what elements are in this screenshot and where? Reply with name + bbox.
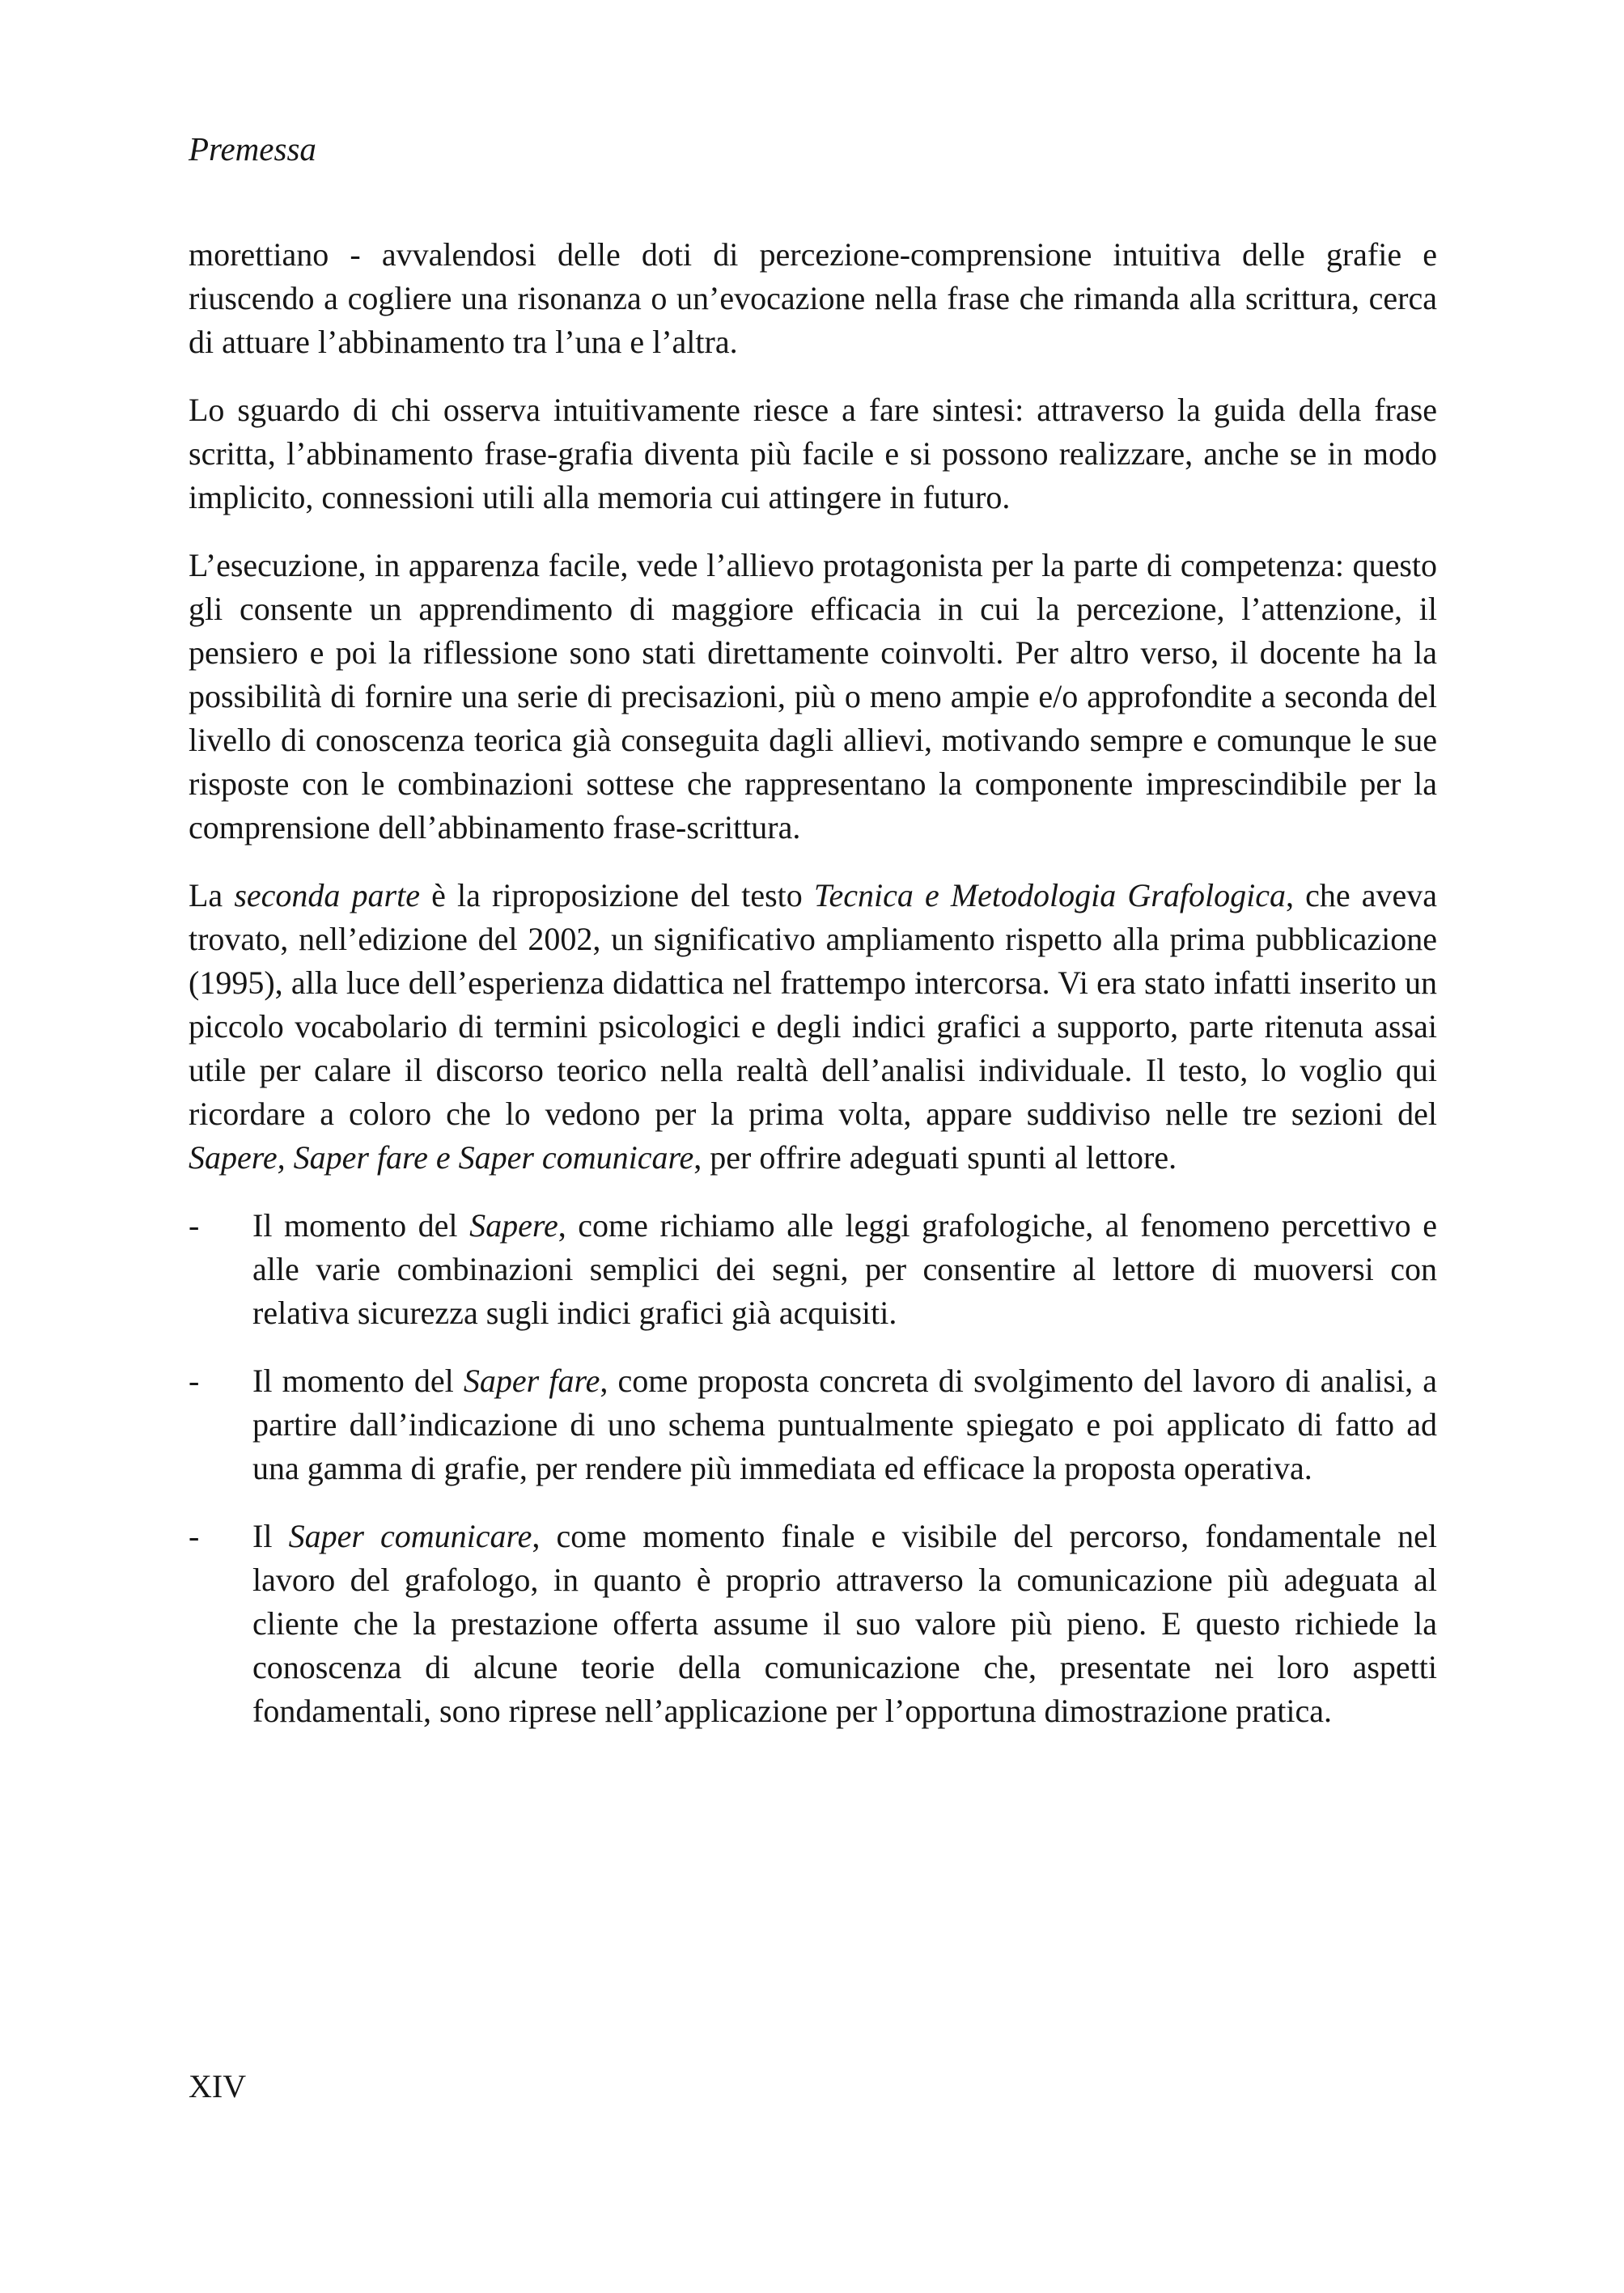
running-header: Premessa	[189, 130, 316, 167]
bullet-item	[189, 1204, 1437, 1335]
bullet-content	[252, 1359, 1437, 1490]
page-number: XIV	[189, 2068, 247, 2104]
paragraph	[189, 544, 1437, 850]
text-run: , come momento finale e visibile del percorso, fondamentale nel lavoro del grafologo, in quanto è proprio attraverso la comunicazione più adeguata al cliente che la prestazione offerta assume il suo valore più pieno. E questo richiede la conoscenza di alcune teorie della comunicazione che, presentate nei loro aspetti fondamentali, sono riprese nell’applicazione per l’opportuna dimostrazione pratica.	[252, 1518, 1438, 1729]
text-run: Il momento del	[252, 1207, 470, 1244]
text-run: L’esecuzione, in apparenza facile, vede l’allievo protagonista per la parte di competenza: questo gli consente un apprendimento di maggiore efficacia in cui la percezione, l’attenzione, il pensiero e poi la riflessione sono stati direttamente coinvolti. Per altro verso, il docente ha la possibilità di fornire una serie di precisazioni, più o meno ampie e/o approfondite a seconda del livello di conoscenza teorica già conseguita dagli allievi, motivando sempre e comunque le sue risposte con le combinazioni sottese che rappresentano la componente imprescindibile per la comprensione dell’abbinamento frase-scrittura.	[189, 547, 1437, 846]
italic-text-run: Saper fare	[463, 1363, 600, 1399]
italic-text-run: seconda parte	[234, 877, 420, 913]
text-run: La	[189, 877, 235, 913]
text-run: , come proposta concreta di svolgimento del lavoro di analisi, a partire dall’indicazione di uno schema puntualmente spiegato e poi applicato di fatto ad una gamma di grafie, per rendere più immediata ed efficace la proposta operativa.	[252, 1363, 1437, 1486]
text-run: Lo sguardo di chi osserva intuitivamente riesce a fare sintesi: attraverso la guida della frase scritta, l’abbinamento frase-grafia diventa più facile e si possono realizzare, anche se in modo implicito, connessioni utili alla memoria cui attingere in futuro.	[189, 392, 1437, 515]
italic-text-run: Sapere, Saper fare e Saper comunicare	[189, 1139, 694, 1176]
italic-text-run: Sapere	[469, 1207, 558, 1244]
text-run: , come richiamo alle leggi grafologiche, al fenomeno percettivo e alle varie combinazioni semplici dei segni, per consentire al lettore di muoversi con relativa sicurezza sugli indici grafici già acquisiti.	[252, 1207, 1437, 1331]
text-run: Il	[252, 1518, 289, 1554]
italic-text-run: Saper comunicare	[288, 1518, 532, 1554]
bullet-content	[252, 1204, 1437, 1335]
text-run: , per offrire adeguati spunti al lettore.	[693, 1139, 1177, 1176]
text-block	[189, 233, 1437, 1733]
bullet-marker: -	[189, 1363, 200, 1399]
text-run: è la riproposizione del testo	[419, 877, 814, 913]
paragraph	[189, 233, 1437, 364]
bullet-marker: -	[189, 1207, 200, 1244]
text-run: , che aveva trovato, nell’edizione del 2002, un significativo ampliamento rispetto alla prima pubblicazione (1995), alla luce dell’esperienza didattica nel frattempo intercorsa. Vi era stato infatti inserito un piccolo vocabolario di termini psicologici e degli indici grafici a supporto, parte ritenuta assai utile per calare il discorso teorico nella realtà dell’analisi individuale. Il testo, lo voglio qui ricordare a coloro che lo vedono per la prima volta, appare suddiviso nelle tre sezioni del	[189, 877, 1438, 1132]
bullet-item	[189, 1515, 1437, 1733]
bullet-content	[252, 1515, 1437, 1733]
paragraph	[189, 388, 1437, 519]
text-run: morettiano - avvalendosi delle doti di percezione-comprensione intuitiva delle grafie e riuscendo a cogliere una risonanza o un’evocazione nella frase che rimanda alla scrittura, cerca di attuare l’abbinamento tra l’una e l’altra.	[189, 236, 1437, 360]
bullet-item	[189, 1359, 1437, 1490]
italic-text-run: Tecnica e Metodologia Grafologica	[813, 877, 1286, 913]
paragraph	[189, 874, 1437, 1180]
bullet-marker: -	[189, 1518, 200, 1554]
text-run: Il momento del	[252, 1363, 464, 1399]
